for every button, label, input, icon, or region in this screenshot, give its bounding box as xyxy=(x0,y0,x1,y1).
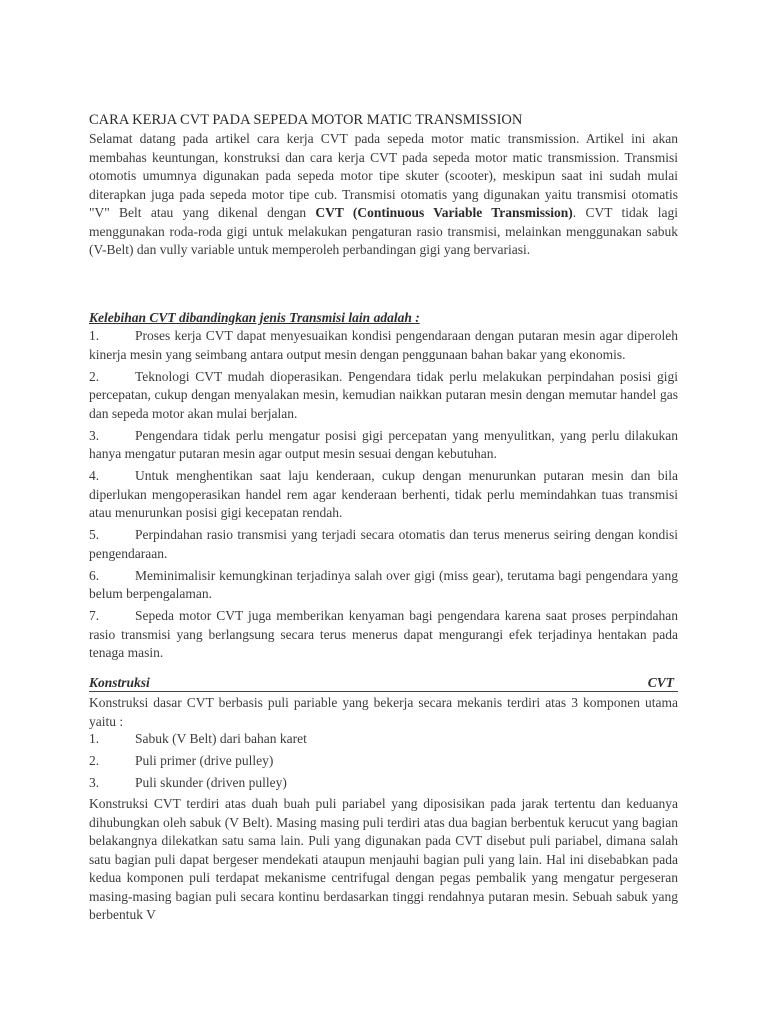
konstruksi-heading-row xyxy=(89,674,678,692)
advantage-item-number: 6. xyxy=(89,567,100,583)
advantage-item xyxy=(89,607,678,663)
advantage-item-number: 1. xyxy=(89,328,100,343)
component-item-text: Sabuk (V Belt) dari bahan karet xyxy=(135,731,307,746)
advantages-list xyxy=(89,327,678,666)
advantage-item xyxy=(89,567,678,604)
component-item-number: 3. xyxy=(89,775,100,790)
advantage-item xyxy=(89,368,678,424)
intro-paragraph xyxy=(89,130,678,260)
advantage-item xyxy=(89,467,678,523)
advantage-item-text: Teknologi CVT mudah dioperasikan. Pengendara tidak perlu melakukan perpindahan posisi gigi percepatan, cukup dengan menyalakan mesin, kemudian naikkan putaran mesin dengan memutar handel gas dan sepeda motor akan mulai berjalan. xyxy=(89,368,678,421)
component-item xyxy=(89,730,678,749)
advantage-item-number: 7. xyxy=(89,608,100,623)
intro-text-2: . CVT tidak lagi menggunakan roda-roda gigi untuk melakukan pengaturan rasio transmisi, melainkan menggunakan sabuk (V-Belt) dan vully variable untuk memperoleh perbandingan gigi yang bervariasi. xyxy=(89,205,678,257)
advantage-item-number: 4. xyxy=(89,468,100,483)
advantage-item-text: Proses kerja CVT dapat menyesuaikan kondisi pengendaraan dengan putaran mesin agar diperoleh kinerja mesin yang seimbang antara output mesin dengan penggunaan bahan bakar yang ekonomis. xyxy=(89,328,678,362)
article-title: CARA KERJA CVT PADA SEPEDA MOTOR MATIC TRANSMISSION xyxy=(89,112,523,128)
advantage-item-text: Sepeda motor CVT juga memberikan kenyaman bagi pengendara karena saat proses perpindahan rasio transmisi yang berlangsung secara terus menerus dapat mengurangi efek terjadinya hentakan pada tenaga masin. xyxy=(89,608,678,660)
advantage-item-text: Pengendara tidak perlu mengatur posisi gigi percepatan yang menyulitkan, yang perlu dilakukan hanya mengatur putaran mesin agar output mesin sesuai dengan kebutuhan. xyxy=(89,427,678,461)
advantage-item xyxy=(89,327,678,364)
konstruksi-heading: Konstruksi xyxy=(89,675,150,690)
advantage-item xyxy=(89,526,678,563)
konstruksi-description: Konstruksi dasar CVT berbasis puli pariable yang bekerja secara mekanis terdiri atas 3 komponen utama yaitu : xyxy=(89,695,678,729)
advantage-item-number: 3. xyxy=(89,427,100,443)
konstruksi-heading-cvt: CVT xyxy=(647,675,674,690)
advantage-item-number: 2. xyxy=(89,368,100,384)
advantages-heading: Kelebihan CVT dibandingkan jenis Transmisi lain adalah : xyxy=(89,310,420,325)
component-item-number: 2. xyxy=(89,753,100,768)
component-item-text: Puli primer (drive pulley) xyxy=(135,753,274,768)
advantage-item-text: Untuk menghentikan saat laju kenderaan, cukup dengan menurunkan putaran mesin dan bila diperlukan mengoperasikan handel rem agar kenderaan berhenti, tidak perlu memindahkan tuas transmisi atau menurunkan posisi gigi kecepatan rendah. xyxy=(89,468,678,520)
advantage-item-text: Perpindahan rasio transmisi yang terjadi secara otomatis dan terus menerus seiring dengan kondisi pengendaraan. xyxy=(89,527,678,561)
intro-bold-term: CVT (Continuous Variable Transmission) xyxy=(315,205,573,220)
component-item-text: Puli skunder (driven pulley) xyxy=(135,775,287,790)
advantage-item xyxy=(89,427,678,464)
intro-text-1: Selamat datang pada artikel cara kerja CVT pada sepeda motor matic transmission. Artikel ini akan membahas keuntungan, konstruksi dan cara kerja CVT pada sepeda motor matic transmission. Transmisi otomotis umumnya digunakan pada sepeda motor tipe skuter (scooter), meskipun saat ini sudah mulai diterapkan juga pada sepeda motor tipe cub. Transmisi otomatis yang digunakan yaitu transmisi otomatis "V" Belt atau yang dikenal dengan xyxy=(89,131,678,220)
component-item xyxy=(89,774,678,793)
konstruksi-body: Konstruksi CVT terdiri atas duah buah puli pariabel yang diposisikan pada jarak tertentu dan keduanya dihubungkan oleh sabuk (V Belt). Masing masing puli terdiri atas dua bagian berbentuk kerucut yang bagian belakangnya dilekatkan satu sama lain. Puli yang digunakan pada CVT disebut puli pariabel, dimana salah satu bagian puli dapat bergeser mendekati ataupun menjauhi bagian puli yang lain. Hal ini disebabkan pada kedua komponen puli terdapat mekanisme centrifugal dengan pegas pembalik yang mengatur pergeseran masing-masing bagian puli secara kontinu berdasarkan tinggi rendahnya putaran mesin. Sebuah sabuk yang berbentuk V xyxy=(89,796,678,922)
component-item xyxy=(89,752,678,771)
components-list xyxy=(89,730,678,796)
component-item-number: 1. xyxy=(89,731,100,746)
advantage-item-number: 5. xyxy=(89,527,100,542)
advantage-item-text: Meminimalisir kemungkinan terjadinya salah over gigi (miss gear), terutama bagi pengendara yang belum berpengalaman. xyxy=(89,567,678,601)
